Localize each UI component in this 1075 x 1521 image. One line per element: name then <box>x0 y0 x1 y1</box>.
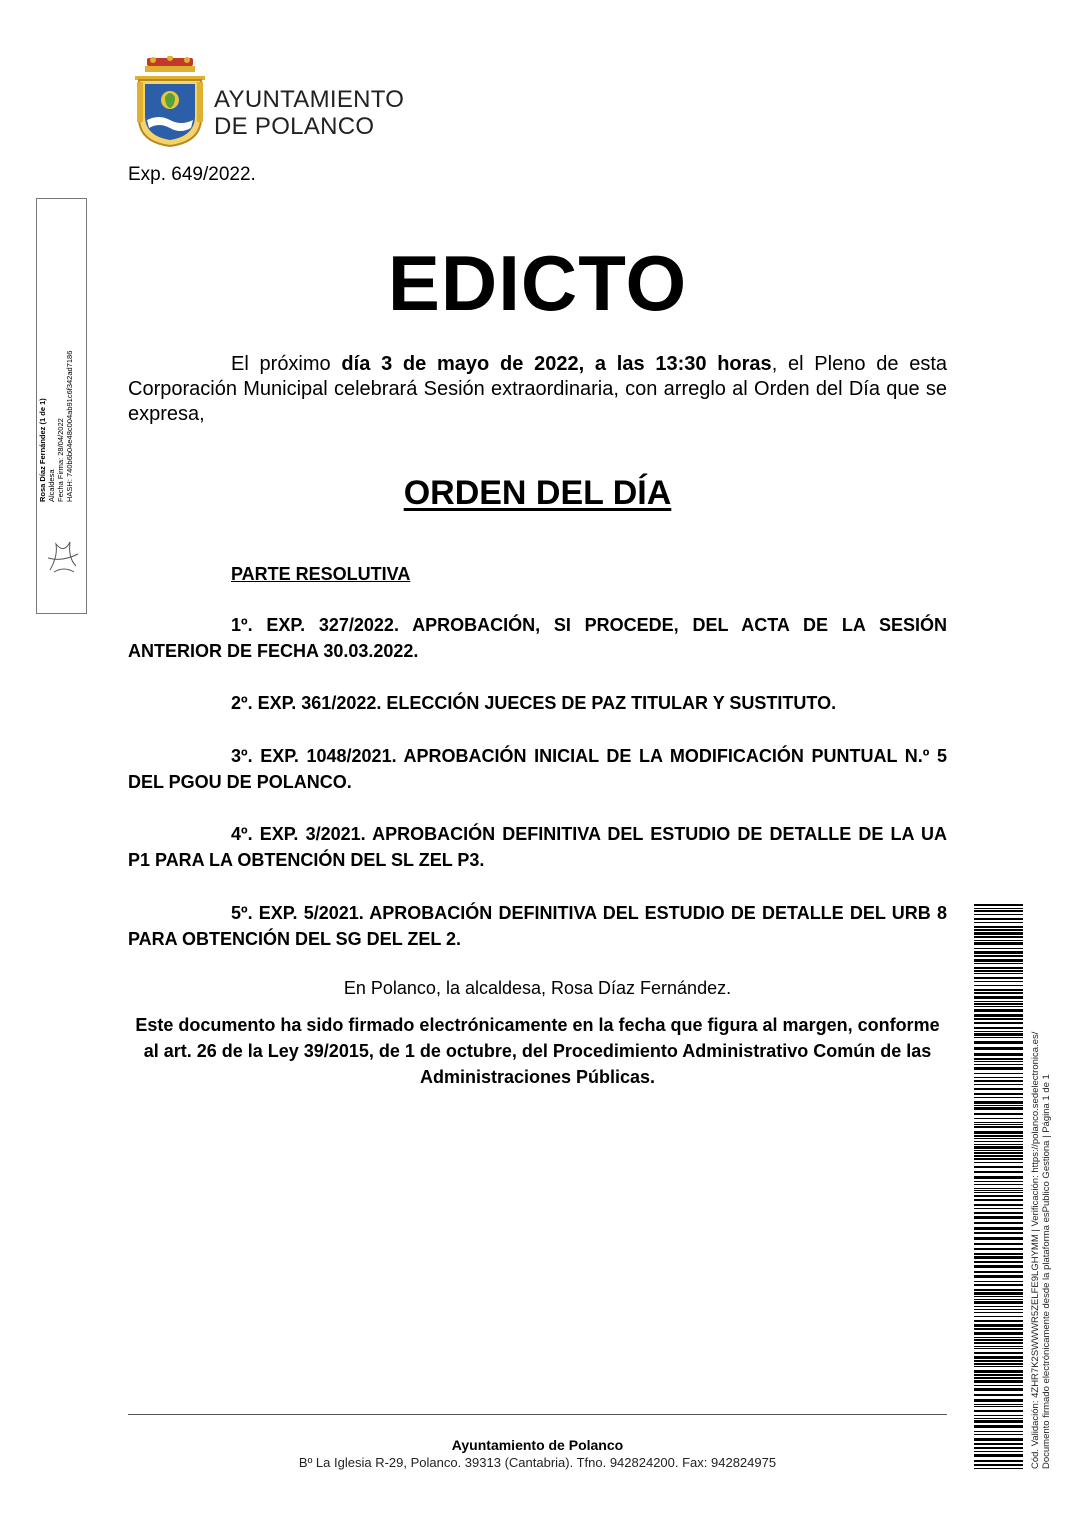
org-name-line1: AYUNTAMIENTO <box>214 86 405 113</box>
validation-barcode <box>974 904 1023 1469</box>
agenda-item-2: 2º. EXP. 361/2022. ELECCIÓN JUECES DE PAZ TITULAR Y SUSTITUTO. <box>231 693 837 713</box>
document-title: EDICTO <box>387 239 688 327</box>
footer-org: Ayuntamiento de Polanco <box>451 1437 624 1453</box>
footer-divider <box>128 1414 947 1415</box>
intro-post: , el Pleno de esta Corporación Municipal celebrará Sesión extraordinaria, con arreglo al Orden del Día que se expresa, <box>128 353 948 425</box>
orden-del-dia-title: ORDEN DEL DÍA <box>403 474 672 512</box>
signature-date: Fecha Firma: 28/04/2022 <box>56 418 65 502</box>
validation-line2: Documento firmado electrónicamente desde la plataforma esPublico Gestiona | Página 1 de 1 <box>1041 1074 1052 1469</box>
organization-name <box>214 86 404 140</box>
agenda-item-5: 5º. EXP. 5/2021. APROBACIÓN DEFINITIVA DEL ESTUDIO DE DETALLE DEL URB 8 PARA OBTENCIÓN DEL SG DEL ZEL 2. <box>128 903 947 949</box>
signature-scribble-icon <box>44 536 82 576</box>
signer-role: Alcaldesa <box>47 469 56 502</box>
section-heading: PARTE RESOLUTIVA <box>231 564 411 584</box>
coat-of-arms-logo <box>131 56 209 148</box>
agenda-item-1: 1º. EXP. 327/2022. APROBACIÓN, SI PROCEDE, DEL ACTA DE LA SESIÓN ANTERIOR DE FECHA 30.03.2022. <box>128 615 947 661</box>
intro-date-time: día 3 de mayo de 2022, a las 13:30 horas <box>341 353 772 375</box>
org-name-line2: DE POLANCO <box>214 113 375 140</box>
agenda-item-4: 4º. EXP. 3/2021. APROBACIÓN DEFINITIVA DEL ESTUDIO DE DETALLE DE LA UA P1 PARA LA OBTENCIÓN DEL SL ZEL P3. <box>128 824 947 870</box>
signature-text <box>38 312 74 502</box>
footer-address: Bº La Iglesia R-29, Polanco. 39313 (Cantabria). Tfno. 942824200. Fax: 942824975 <box>298 1455 777 1470</box>
electronic-signature-notice: Este documento ha sido firmado electrónicamente en la fecha que figura al margen, conforme al art. 26 de la Ley 39/2015, de 1 de octubre, del Procedimiento Administrativo Común de las Administraciones Públicas. <box>135 1015 940 1087</box>
intro-pre: El próximo <box>231 353 342 375</box>
validation-line1: Cód. Validación: 4ZHR7K2SWWWR5ZELFE9LGHYMM | Verificación: https://polanco.sedelectronica.es/ <box>1030 1031 1041 1469</box>
signed-by-line: En Polanco, la alcaldesa, Rosa Díaz Fernández. <box>343 978 732 998</box>
expediente-number: Exp. 649/2022. <box>128 164 256 185</box>
signature-hash: HASH: 740b6b04e48c004ab91c6f342ad7186 <box>65 350 74 502</box>
intro-paragraph <box>128 352 947 427</box>
agenda-item-3: 3º. EXP. 1048/2021. APROBACIÓN INICIAL DE LA MODIFICACIÓN PUNTUAL N.º 5 DEL PGOU DE POLANCO. <box>128 746 947 792</box>
validation-text <box>1030 909 1052 1469</box>
signer-name: Rosa Díaz Fernández (1 de 1) <box>38 398 47 502</box>
